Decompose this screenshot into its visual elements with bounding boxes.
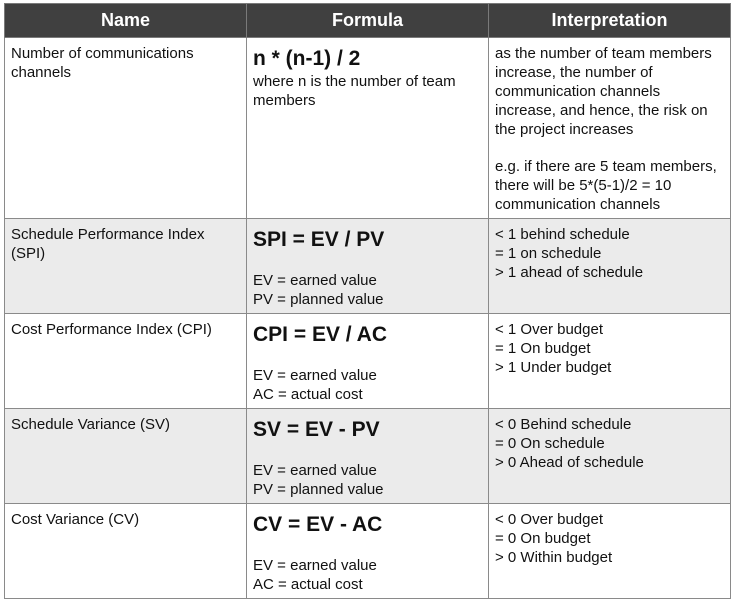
formula-cell <box>247 409 489 504</box>
metric-name: Schedule Performance Index (SPI) <box>11 226 205 262</box>
interpretation-cell <box>489 38 731 219</box>
header-interpretation: Interpretation <box>489 4 731 38</box>
name-cell <box>5 38 247 219</box>
interpretation-line: > 1 Under budget <box>495 359 612 376</box>
interpretation-cell <box>489 314 731 409</box>
interpretation-line: = 1 On budget <box>495 340 591 357</box>
formula-cell <box>247 38 489 219</box>
name-cell <box>5 219 247 314</box>
table-row <box>5 38 731 219</box>
header-name: Name <box>5 4 247 38</box>
interpretation-line: = 0 On budget <box>495 530 591 547</box>
formula-table-container <box>4 3 730 599</box>
formula-expression: SPI = EV / PV <box>253 228 385 251</box>
header-formula: Formula <box>247 4 489 38</box>
table-row <box>5 314 731 409</box>
name-cell <box>5 504 247 599</box>
header-row <box>5 4 731 38</box>
metric-name: Cost Variance (CV) <box>11 511 140 528</box>
interpretation-line: < 1 Over budget <box>495 321 603 338</box>
interpretation-line: = 1 on schedule <box>495 245 602 262</box>
name-cell <box>5 409 247 504</box>
interpretation-line: < 1 behind schedule <box>495 226 630 243</box>
interpretation-text: as the number of team members increase, the number of communication channels increase, and hence, the risk on the project increases <box>495 45 712 138</box>
table-row <box>5 219 731 314</box>
formula-note: EV = earned value <box>253 272 377 289</box>
interpretation-example: e.g. if there are 5 team members, there will be 5*(5-1)/2 = 10 communication channels <box>495 158 717 213</box>
formula-expression: n * (n-1) / 2 <box>253 47 361 70</box>
formula-note: PV = planned value <box>253 291 384 308</box>
metric-name: Schedule Variance (SV) <box>11 416 170 433</box>
interpretation-line: = 0 On schedule <box>495 435 605 452</box>
formula-note: EV = earned value <box>253 367 377 384</box>
formula-expression: CPI = EV / AC <box>253 323 388 346</box>
metric-name: Cost Performance Index (CPI) <box>11 321 212 338</box>
interpretation-cell <box>489 409 731 504</box>
table-row <box>5 409 731 504</box>
metric-name: Number of communications channels <box>11 45 194 81</box>
formula-note: EV = earned value <box>253 462 377 479</box>
formula-cell <box>247 219 489 314</box>
formula-note: PV = planned value <box>253 481 384 498</box>
formula-cell <box>247 314 489 409</box>
interpretation-cell <box>489 219 731 314</box>
formula-note: AC = actual cost <box>253 576 363 593</box>
formula-cell <box>247 504 489 599</box>
formula-expression: CV = EV - AC <box>253 513 383 536</box>
formula-expression: SV = EV - PV <box>253 418 380 441</box>
table-row <box>5 504 731 599</box>
formula-note: where n is the number of team members <box>253 73 456 109</box>
interpretation-line: > 0 Ahead of schedule <box>495 454 644 471</box>
name-cell <box>5 314 247 409</box>
interpretation-line: > 0 Within budget <box>495 549 613 566</box>
formula-note: AC = actual cost <box>253 386 363 403</box>
interpretation-cell <box>489 504 731 599</box>
formula-note: EV = earned value <box>253 557 377 574</box>
formula-table <box>4 3 731 599</box>
interpretation-line: > 1 ahead of schedule <box>495 264 644 281</box>
interpretation-line: < 0 Over budget <box>495 511 603 528</box>
interpretation-line: < 0 Behind schedule <box>495 416 632 433</box>
